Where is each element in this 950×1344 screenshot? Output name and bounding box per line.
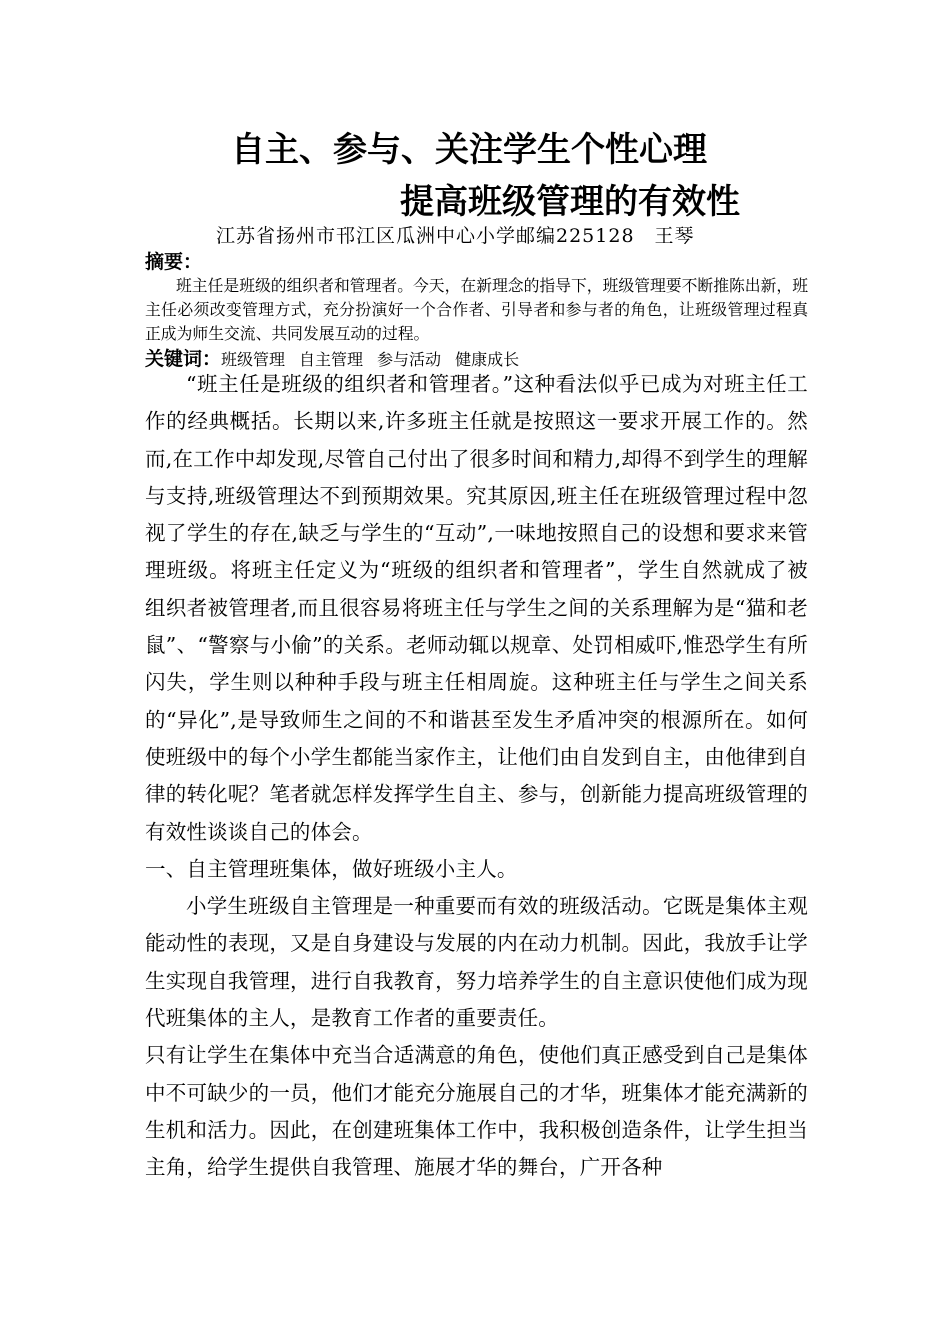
body-text — [145, 366, 808, 1187]
keyword: 健康成长 — [455, 350, 520, 369]
abstract-text: 班主任是班级的组织者和管理者。今天，在新理念的指导下，班级管理要不断推陈出新，班主任必须改变管理方式，充分扮演好一个合作者、引导者和参与者的角色，让班级管理过程真正成为师生交流、共同发展互动的过程。 — [145, 276, 808, 343]
abstract-label: 摘要： — [145, 251, 203, 273]
keyword: 班级管理 — [221, 350, 286, 369]
body-paragraph: 只有让学生在集体中充当合适满意的角色，使他们真正感受到自己是集体中不可缺少的一员，他们才能充分施展自己的才华，班集体才能充满新的生机和活力。因此，在创建班集体工作中，我积极创造条件，让学生担当主角，给学生提供自我管理、施展才华的舞台，广开各种 — [145, 1043, 808, 1180]
body-paragraph: 小学生班级自主管理是一种重要而有效的班级活动。它既是集体主观能动性的表现，又是自身建设与发展的内在动力机制。因此，我放手让学生实现自我管理，进行自我教育，努力培养学生的自主意识使他们成为现代班集体的主人，是教育工作者的重要责任。 — [145, 894, 808, 1031]
keyword: 自主管理 — [299, 350, 364, 369]
author-line: 江苏省扬州市邗江区瓜洲中心小学邮编225128 王琴 — [216, 225, 695, 247]
keywords-label: 关键词： — [145, 348, 222, 370]
keyword: 参与活动 — [377, 350, 442, 369]
body-paragraph: “班主任是班级的组织者和管理者。”这种看法似乎已成为对班主任工作的经典概括。长期以来,许多班主任就是按照这一要求开展工作的。然而,在工作中却发现,尽管自己付出了很多时间和精力,却得不到学生的理解与支持,班级管理达不到预期效果。究其原因,班主任在班级管理过程中忽视了学生的存在,缺乏与学生的“互动”,一味地按照自己的设想和要求来管理班级。将班主任定义为“班级的组织者和管理者”，学生自然就成了被组织者被管理者,而且很容易将班主任与学生之间的关系理解为是“猫和老鼠”、“警察与小偷”的关系。老师动辄以规章、处罚相威吓,惟恐学生有所闪失，学生则以种种手段与班主任相周旋。这种班主任与学生之间关系的“异化”,是导致师生之间的不和谐甚至发生矛盾冲突的根源所在。如何使班级中的每个小学生都能当家作主，让他们由自发到自主，由他律到自律的转化呢？笔者就怎样发挥学生自主、参与，创新能力提高班级管理的有效性谈谈自己的体会。 — [145, 372, 808, 844]
section-heading: 一、自主管理班集体，做好班级小主人。 — [145, 856, 518, 881]
title-line-2: 提高班级管理的有效性 — [400, 182, 740, 222]
title-line-1: 自主、参与、关注学生个性心理 — [231, 130, 707, 170]
